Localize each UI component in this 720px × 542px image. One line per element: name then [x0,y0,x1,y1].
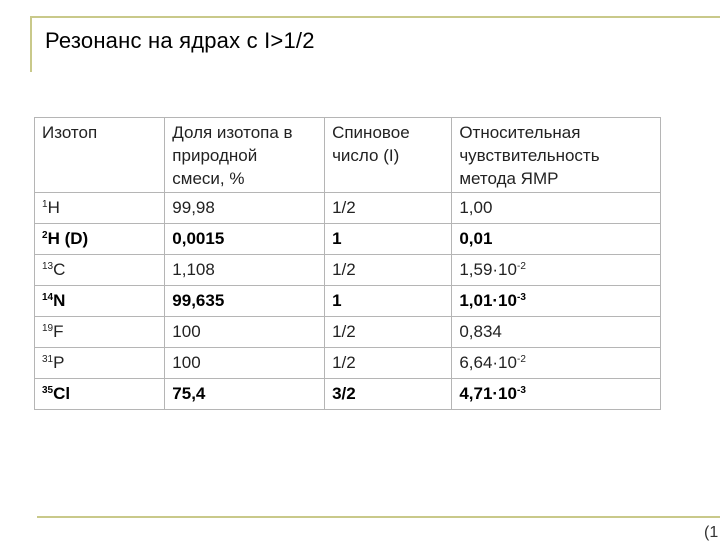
isotope-table [34,117,661,410]
isotope-cell [35,224,165,255]
sensitivity-exponent: -2 [516,261,526,272]
table-row [35,224,661,255]
table-row [35,193,661,224]
mass-number: 13 [42,261,54,272]
footer-rule [37,516,720,518]
sensitivity-cell [452,348,661,379]
sensitivity-cell [452,224,661,255]
mass-number: 1 [42,199,48,210]
isotope-cell [35,379,165,410]
corner-rule-vertical [30,16,32,72]
spin-cell: 3/2 [325,379,452,410]
spin-cell: 1 [325,286,452,317]
sensitivity-cell [452,317,661,348]
abundance-cell: 100 [165,317,325,348]
mass-number: 35 [42,385,54,396]
spin-cell: 1/2 [325,317,452,348]
mass-number: 31 [42,354,54,365]
abundance-cell: 100 [165,348,325,379]
abundance-cell: 75,4 [165,379,325,410]
spin-cell: 1/2 [325,348,452,379]
header-natural-abundance: Доля изотопа в природной смеси, % [165,118,325,193]
abundance-cell: 1,108 [165,255,325,286]
sensitivity-cell [452,286,661,317]
header-spin-number: Спиновое число (I) [325,118,452,193]
abundance-cell: 99,98 [165,193,325,224]
isotope-cell [35,193,165,224]
sensitivity-exponent: -3 [516,385,526,396]
sensitivity-value: 0,834 [459,322,502,341]
corner-rule-horizontal [30,16,720,18]
table-row [35,379,661,410]
element-symbol: H (D) [47,229,89,248]
element-symbol: N [53,291,66,310]
sensitivity-cell [452,193,661,224]
mass-number: 2 [42,230,48,241]
page-number: (1 [704,524,719,541]
element-symbol: C [53,260,66,279]
spin-cell: 1/2 [325,193,452,224]
sensitivity-exponent: -2 [516,354,526,365]
header-relative-sensitivity: Относительная чувствительность метода ЯМР [452,118,661,193]
sensitivity-value: 0,01 [459,229,493,248]
element-symbol: P [53,353,65,372]
spin-cell: 1/2 [325,255,452,286]
table-row [35,286,661,317]
spin-cell: 1 [325,224,452,255]
sensitivity-value: 1,00 [459,198,493,217]
table-row [35,317,661,348]
sensitivity-value: 4,71·10 [459,384,517,403]
abundance-cell: 99,635 [165,286,325,317]
sensitivity-exponent: -3 [516,292,526,303]
element-symbol: F [53,322,64,341]
sensitivity-value: 6,64·10 [459,353,517,372]
element-symbol: H [47,198,60,217]
mass-number: 19 [42,323,54,334]
isotope-cell [35,317,165,348]
sensitivity-value: 1,59·10 [459,260,517,279]
table-header-row [35,118,661,193]
isotope-cell [35,286,165,317]
abundance-cell: 0,0015 [165,224,325,255]
sensitivity-cell [452,255,661,286]
isotope-cell [35,255,165,286]
mass-number: 14 [42,292,54,303]
table-row [35,348,661,379]
header-isotope: Изотоп [35,118,165,193]
element-symbol: Cl [53,384,71,403]
isotope-cell [35,348,165,379]
table-row [35,255,661,286]
sensitivity-value: 1,01·10 [459,291,517,310]
slide-title: Резонанс на ядрах с I>1/2 [45,28,315,53]
sensitivity-cell [452,379,661,410]
